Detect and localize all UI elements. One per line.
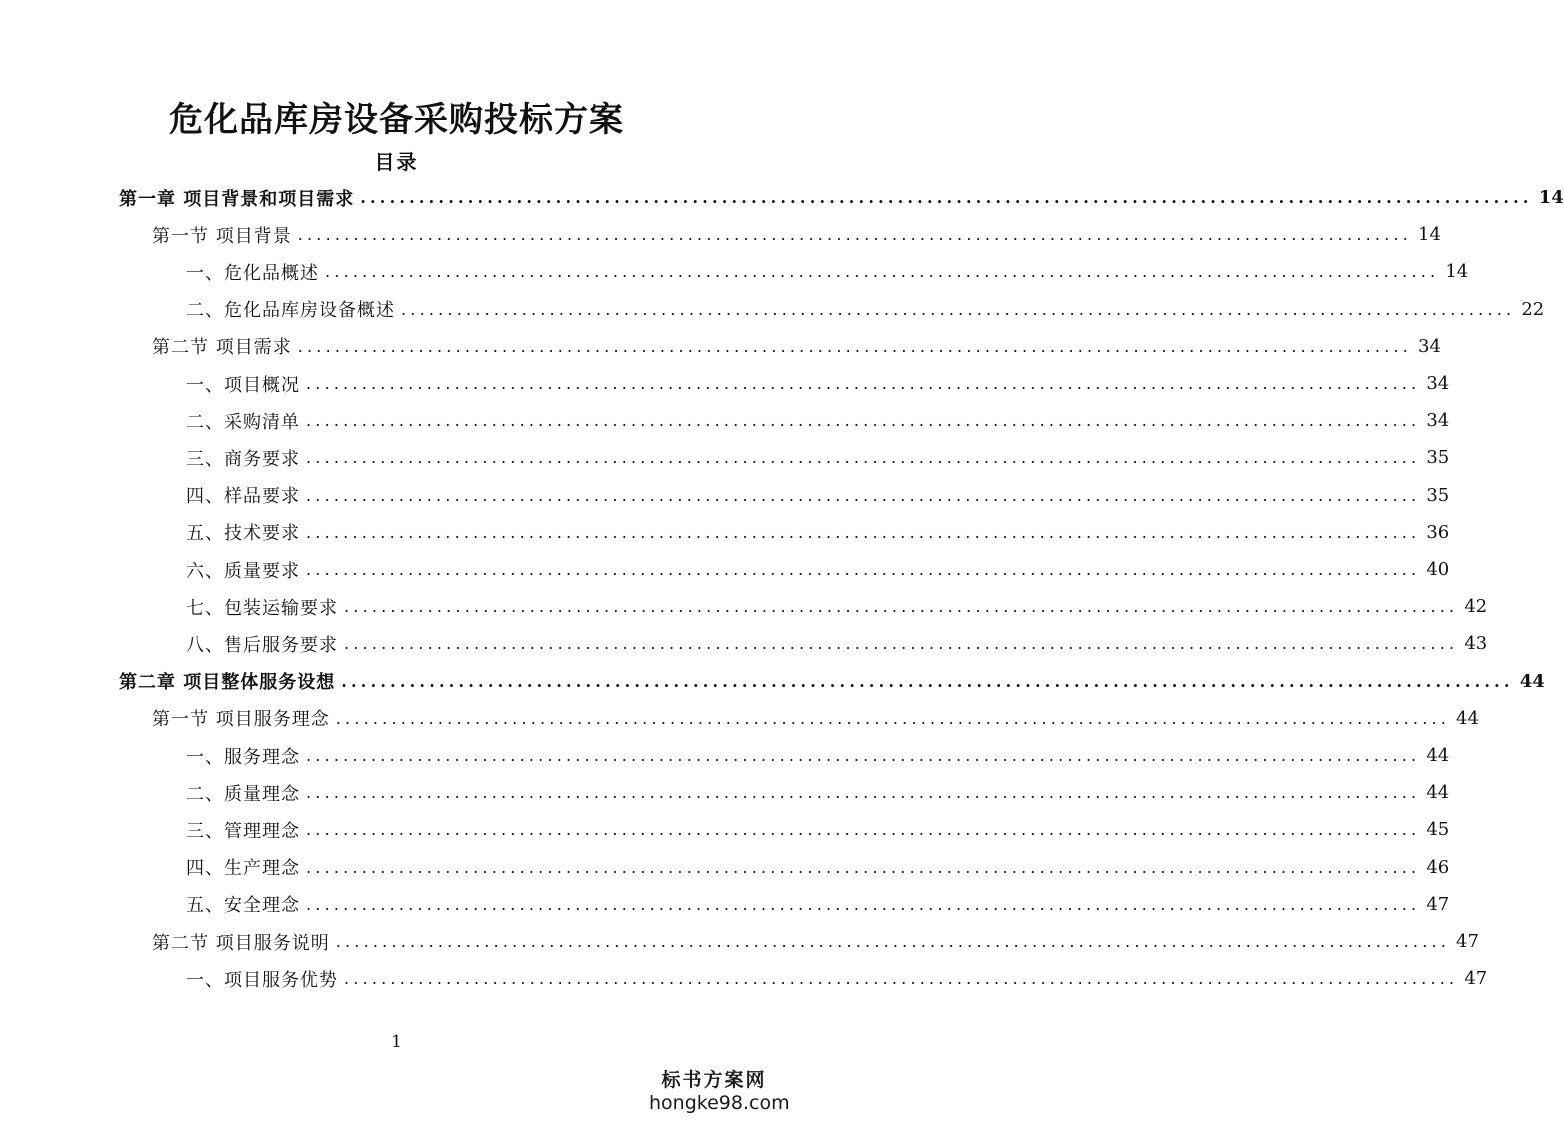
toc-dot-leader: ........................................................................................................................: [335, 708, 1451, 728]
toc-entry-page: 43: [1464, 633, 1488, 655]
toc-dot-leader: ........................................................................................................................: [297, 336, 1413, 356]
toc-subsection-entry[interactable]: [186, 477, 1450, 514]
toc-entry-label: 八、售后服务要求: [186, 634, 338, 656]
toc-dot-leader: ........................................................................................................................: [306, 522, 1421, 542]
toc-dot-leader: ........................................................................................................................: [297, 225, 1413, 245]
toc-dot-leader: ........................................................................................................................: [306, 857, 1421, 877]
toc-entry-page: 35: [1426, 484, 1450, 506]
toc-subsection-entry[interactable]: [186, 625, 1488, 662]
toc-dot-leader: ........................................................................................................................: [306, 485, 1421, 505]
toc-section-entry[interactable]: [152, 216, 1441, 253]
toc-entry-page: 42: [1464, 596, 1488, 618]
toc-entry-page: 40: [1426, 559, 1450, 580]
toc-dot-leader: ........................................................................................................................: [306, 448, 1421, 468]
toc-entry-label: 一、危化品概述: [186, 262, 319, 284]
toc-entry-page: 47: [1464, 968, 1488, 990]
toc-entry-label: 第二节 项目服务说明: [152, 932, 330, 954]
toc-section-entry[interactable]: [152, 700, 1479, 737]
toc-section-entry[interactable]: [152, 328, 1441, 365]
page-number: 1: [391, 1032, 402, 1052]
toc-subsection-entry[interactable]: [186, 886, 1450, 923]
toc-entry-page: 14: [1418, 224, 1441, 246]
toc-entry-label: 二、危化品库房设备概述: [186, 300, 395, 322]
document-title: 危化品库房设备采购投标方案: [169, 100, 624, 140]
toc-entry-page: 34: [1426, 410, 1450, 432]
toc-entry-label: 第一章 项目背景和项目需求: [119, 188, 355, 210]
toc-entry-page: 44: [1456, 707, 1479, 729]
toc-subsection-entry[interactable]: [186, 588, 1488, 625]
toc-subsection-entry[interactable]: [186, 402, 1450, 439]
watermark-logo: [649, 1068, 790, 1114]
toc-entry-label: 三、商务要求: [186, 448, 300, 470]
toc-entry-label: 五、安全理念: [186, 895, 300, 917]
toc-subsection-entry[interactable]: [186, 551, 1450, 588]
toc-entry-label: 四、生产理念: [186, 858, 300, 880]
toc-entry-label: 第一节 项目背景: [152, 225, 292, 247]
toc-heading: 目录: [374, 150, 419, 174]
toc-entry-page: 45: [1426, 819, 1450, 841]
toc-chapter-entry[interactable]: [119, 179, 1564, 216]
toc-entry-label: 第一节 项目服务理念: [152, 709, 330, 731]
toc-entry-label: 六、质量要求: [186, 560, 300, 582]
toc-entry-label: 四、样品要求: [186, 486, 300, 508]
toc-subsection-entry[interactable]: [186, 811, 1450, 848]
toc-entry-page: 44: [1519, 670, 1545, 692]
toc-dot-leader: ........................................................................................................................: [401, 299, 1516, 319]
toc-dot-leader: ........................................................................................................................: [306, 411, 1421, 431]
toc-entry-page: 22: [1521, 298, 1545, 320]
toc-entry-label: 第二章 项目整体服务设想: [119, 672, 336, 694]
toc-subsection-entry[interactable]: [186, 849, 1450, 886]
toc-entry-label: 一、服务理念: [186, 746, 300, 768]
toc-entry-page: 14: [1445, 261, 1469, 283]
toc-dot-leader: ........................................................................................................................: [306, 560, 1421, 579]
watermark-url: hongke98.com: [649, 1092, 790, 1114]
toc-subsection-entry[interactable]: [186, 514, 1450, 551]
toc-dot-leader: ........................................................................................................................: [341, 671, 1514, 691]
toc-dot-leader: ........................................................................................................................: [325, 262, 1440, 282]
toc-entry-label: 七、包装运输要求: [186, 597, 338, 619]
toc-chapter-entry[interactable]: [119, 663, 1545, 700]
toc-dot-leader: ........................................................................................................................: [335, 932, 1451, 951]
toc-entry-label: 五、技术要求: [186, 523, 300, 545]
toc-dot-leader: ........................................................................................................................: [344, 597, 1459, 617]
toc-subsection-entry[interactable]: [186, 439, 1450, 476]
toc-entry-page: 47: [1456, 931, 1479, 952]
toc-entry-page: 34: [1426, 373, 1450, 394]
toc-dot-leader: ........................................................................................................................: [344, 969, 1459, 989]
toc-subsection-entry[interactable]: [186, 737, 1450, 774]
toc-dot-leader: ........................................................................................................................: [306, 894, 1421, 914]
toc-dot-leader: ........................................................................................................................: [306, 783, 1421, 803]
toc-subsection-entry[interactable]: [186, 774, 1450, 811]
toc-entry-page: 44: [1426, 782, 1450, 804]
toc-entry-label: 三、管理理念: [186, 820, 300, 842]
toc-entry-page: 14: [1538, 187, 1564, 208]
toc-entry-label: 二、质量理念: [186, 783, 300, 805]
toc-subsection-entry[interactable]: [186, 960, 1488, 997]
toc-entry-page: 44: [1426, 745, 1450, 766]
watermark-site-name: 标书方案网: [661, 1069, 767, 1091]
toc-dot-leader: ........................................................................................................................: [344, 634, 1459, 654]
toc-subsection-entry[interactable]: [186, 253, 1469, 290]
toc-subsection-entry[interactable]: [186, 291, 1545, 328]
toc-entry-label: 第二节 项目需求: [152, 337, 292, 359]
toc-entry-label: 二、采购清单: [186, 411, 300, 433]
toc-subsection-entry[interactable]: [186, 365, 1450, 402]
toc-dot-leader: ........................................................................................................................: [306, 746, 1421, 765]
toc-entry-page: 35: [1426, 447, 1450, 469]
toc-entry-label: 一、项目概况: [186, 374, 300, 396]
toc-entry-page: 34: [1418, 335, 1441, 357]
toc-section-entry[interactable]: [152, 923, 1479, 960]
toc-entry-label: 一、项目服务优势: [186, 969, 338, 991]
toc-dot-leader: ........................................................................................................................: [306, 820, 1421, 840]
toc-entry-page: 46: [1426, 856, 1450, 878]
toc-dot-leader: ........................................................................................................................: [360, 188, 1533, 207]
toc-dot-leader: ........................................................................................................................: [306, 374, 1421, 393]
toc-entry-page: 47: [1426, 893, 1450, 915]
toc-entry-page: 36: [1426, 521, 1450, 543]
